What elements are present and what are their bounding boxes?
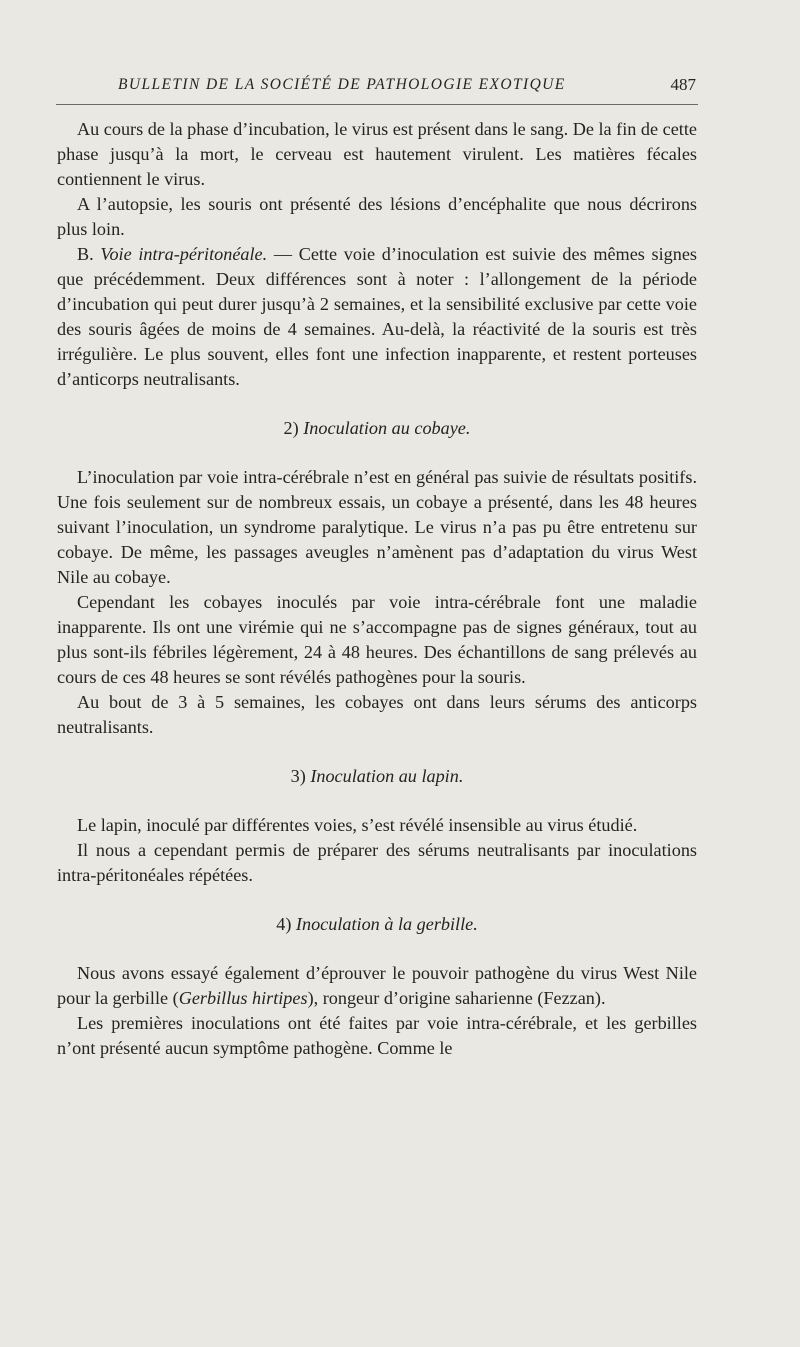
section-heading [57,912,697,937]
page-number: 487 [670,75,696,94]
paragraph-text: Nous avons essayé également d’éprouver le pouvoir pathogène du virus West Nile pour la gerbille ( [57,963,697,1008]
section-number: 2) [283,418,299,438]
section-label: B. [77,244,94,264]
paragraph-text: — Cette voie d’inoculation est suivie des mêmes signes que précédemment. Deux différences sont à noter : l’allongement de la période d’incubation qui peut durer jusqu’à 2 semaines, et la sensibilité exclusive par cette voie des souris âgées de moins de 4 semaines. Au-delà, la réactivité de la souris est très irrégulière. Le plus souvent, elles font une infection inapparente, et restent porteuses d’anticorps neutralisants. [57,244,697,389]
section-title: Inoculation à la gerbille. [295,914,478,934]
paragraph: Au bout de 3 à 5 semaines, les cobayes ont dans leurs sérums des anticorps neutralisants. [57,692,697,737]
paragraph [57,961,697,1011]
section-title: Voie intra-péritonéale. [100,244,268,264]
section-title: Inoculation au lapin. [310,766,464,786]
paragraph: A l’autopsie, les souris ont présenté des lésions d’encéphalite que nous décrirons plus loin. [57,194,697,239]
paragraph: Le lapin, inoculé par différentes voies, s’est révélé insensible au virus étudié. [77,815,638,835]
running-header [56,70,698,105]
species-name: Gerbillus hirtipes [178,988,308,1008]
section-heading [57,764,697,789]
paragraph: L’inoculation par voie intra-cérébrale n’est en général pas suivie de résultats positifs. Une fois seulement sur de nombreux essais, un cobaye a présenté, dans les 48 heures suivant l’inoculation, un syndrome paralytique. Le virus n’a pas pu être entretenu sur cobaye. De même, les passages aveugles n’amènent pas d’adaptation du virus West Nile au cobaye. [57,467,697,587]
section-heading [57,416,697,441]
paragraph: Cependant les cobayes inoculés par voie intra-cérébrale font une maladie inapparente. Ils ont une virémie qui ne s’accompagne pas de signes généraux, tout au plus sont-ils fébriles légèrement, 24 à 48 heures. Des échantillons de sang prélevés au cours de ces 48 heures se sont révélés pathogènes pour la souris. [57,592,697,687]
running-title: BULLETIN DE LA SOCIÉTÉ DE PATHOLOGIE EXOTIQUE [118,76,566,93]
paragraph-text: ), rongeur d’origine saharienne (Fezzan). [307,988,606,1008]
section-number: 4) [276,914,292,934]
section-title: Inoculation au cobaye. [303,418,471,438]
paragraph: Au cours de la phase d’incubation, le virus est présent dans le sang. De la fin de cette phase jusqu’à la mort, le cerveau est hautement virulent. Les matières fécales contiennent le virus. [57,119,697,189]
body-text [57,117,697,1061]
paragraph: Il nous a cependant permis de préparer des sérums neutralisants par inoculations intra-péritonéales répétées. [57,840,697,885]
section-number: 3) [290,766,306,786]
paragraph [57,242,697,392]
paragraph: Les premières inoculations ont été faites par voie intra-cérébrale, et les gerbilles n’ont présenté aucun symptôme pathogène. Comme le [57,1013,697,1058]
